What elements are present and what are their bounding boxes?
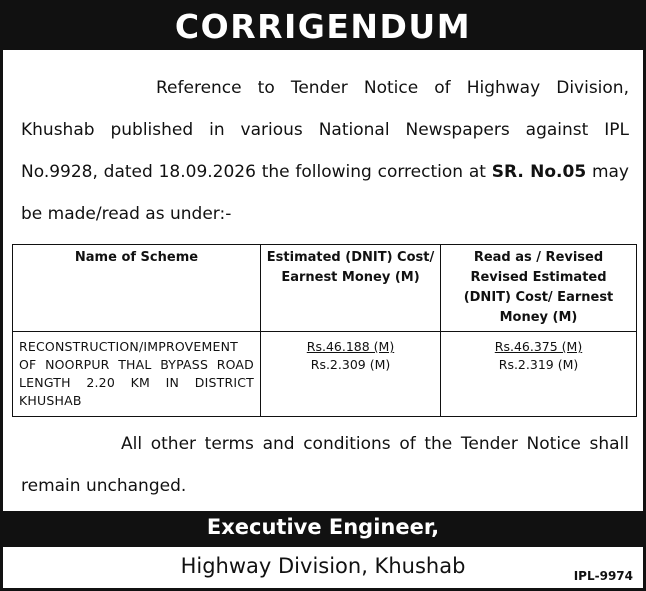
- header-name-of-scheme: Name of Scheme: [13, 245, 261, 332]
- estimated-earnest-value: Rs.2.309 (M): [310, 357, 391, 372]
- revised-cost-cell: [441, 332, 637, 417]
- page-title: CORRIGENDUM: [174, 7, 472, 46]
- intro-text-end: may be made/read as under:-: [21, 162, 629, 224]
- closing-paragraph: [21, 423, 629, 507]
- header-banner: [3, 3, 643, 50]
- revised-cost-value: Rs.46.375 (M): [494, 339, 583, 354]
- scheme-name-cell: RECONSTRUCTION/IMPROVEMENT OF NOORPUR THAL BYPASS ROAD LENGTH 2.20 KM IN DISTRICT KHUSHAB: [13, 332, 261, 417]
- revised-earnest-value: Rs.2.319 (M): [498, 357, 579, 372]
- table-row: [13, 332, 637, 417]
- intro-text: Reference to Tender Notice of Highway Division, Khushab published in various National Newspapers against IPL No.9928, dated 18.09.2026 the following correction at: [21, 78, 629, 182]
- estimated-cost-value: Rs.46.188 (M): [306, 339, 395, 354]
- table-header-row: [13, 245, 637, 332]
- intro-paragraph: [21, 67, 629, 235]
- closing-text: All other terms and conditions of the Tender Notice shall remain unchanged.: [21, 434, 629, 496]
- ipl-code: IPL-9974: [573, 569, 633, 583]
- signatory-title: Executive Engineer,: [206, 515, 440, 539]
- serial-reference: SR. No.05: [491, 162, 587, 182]
- header-estimated-cost: Estimated (DNIT) Cost/ Earnest Money (M): [261, 245, 441, 332]
- header-revised-cost: Read as / Revised Revised Estimated (DNIT) Cost/ Earnest Money (M): [441, 245, 637, 332]
- scheme-table: [12, 244, 637, 417]
- signatory-office: Highway Division, Khushab: [180, 554, 466, 578]
- estimated-cost-cell: [261, 332, 441, 417]
